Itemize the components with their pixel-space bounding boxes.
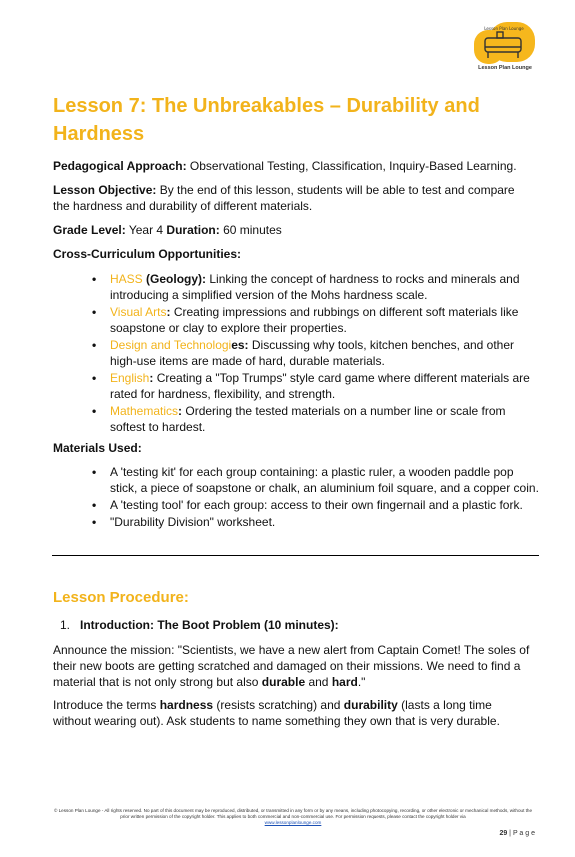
list-item: • HASS (Geology): Linking the concept of hardness to rocks and minerals and introducing a simplified version of the Mohs hardness scale.: [110, 271, 530, 303]
lesson-title: Lesson 7: The Unbreakables – Durability and Hardness: [53, 95, 480, 145]
cross-curriculum-list: [110, 271, 530, 435]
copyright-footer: © Lesson Plan Lounge - All rights reserved. No part of this document may be reproduced, distributed, or transmitted in any form or by any means, including photocopying, recording, or other electronic or mechanical methods, without the prior written permission of the copyright holder. This applies to both commercial and non-commercial use. For permission requests, please contact the copyright holder via www.lessonplanlounge.com: [53, 808, 533, 825]
logo-caption: Lesson Plan Lounge: [478, 65, 532, 71]
grade-and-duration: Grade Level: Year 4 Duration: 60 minutes: [53, 223, 282, 237]
list-item: • Visual Arts: Creating impressions and rubbings on different soft materials like soapstone or clay to explore their properties.: [110, 304, 530, 336]
list-item: • Mathematics: Ordering the tested materials on a number line or scale from softest to hardest.: [110, 403, 530, 435]
list-item: • A 'testing tool' for each group: access to their own fingernail and a plastic fork.: [110, 497, 540, 513]
section-divider: [52, 555, 539, 556]
list-item: • Design and Technologies: Discussing why tools, kitchen benches, and other high-use items are made of hard, durable materials.: [110, 337, 530, 369]
lesson-objective: Lesson Objective: By the end of this lesson, students will be able to test and compare the hardness and durability of different materials.: [53, 183, 515, 213]
procedure-step-1: 1. Introduction: The Boot Problem (10 minutes):: [60, 618, 339, 632]
cross-curriculum-heading: Cross-Curriculum Opportunities:: [53, 247, 242, 261]
materials-list: [110, 464, 540, 530]
list-item: • English: Creating a "Top Trumps" style card game where different materials are rated for hardness, flexibility, and strength.: [110, 370, 530, 402]
list-item: • "Durability Division" worksheet.: [110, 514, 540, 530]
materials-heading: Materials Used:: [53, 441, 142, 455]
website-link[interactable]: www.lessonplanlounge.com: [264, 820, 322, 825]
procedure-paragraph-1: Announce the mission: "Scientists, we have a new alert from Captain Comet! The soles of their new boots are getting scratched and damaged on their missions. We need to find a material that is not only strong but also durable and hard.": [53, 643, 530, 689]
procedure-heading: Lesson Procedure:: [53, 589, 189, 606]
pedagogical-approach: Pedagogical Approach: Observational Testing, Classification, Inquiry-Based Learning.: [53, 159, 517, 173]
page-number: 29 | P a g e: [499, 830, 535, 837]
list-item: • A 'testing kit' for each group containing: a plastic ruler, a wooden paddle pop stick, a piece of soapstone or chalk, an aluminium foil square, and a copper coin.: [110, 464, 540, 496]
procedure-paragraph-2: Introduce the terms hardness (resists scratching) and durability (lasts a long time without wearing out). Ask students to name something they own that is very durable.: [53, 698, 500, 728]
svg-text:Lesson Plan Lounge: Lesson Plan Lounge: [484, 26, 524, 31]
